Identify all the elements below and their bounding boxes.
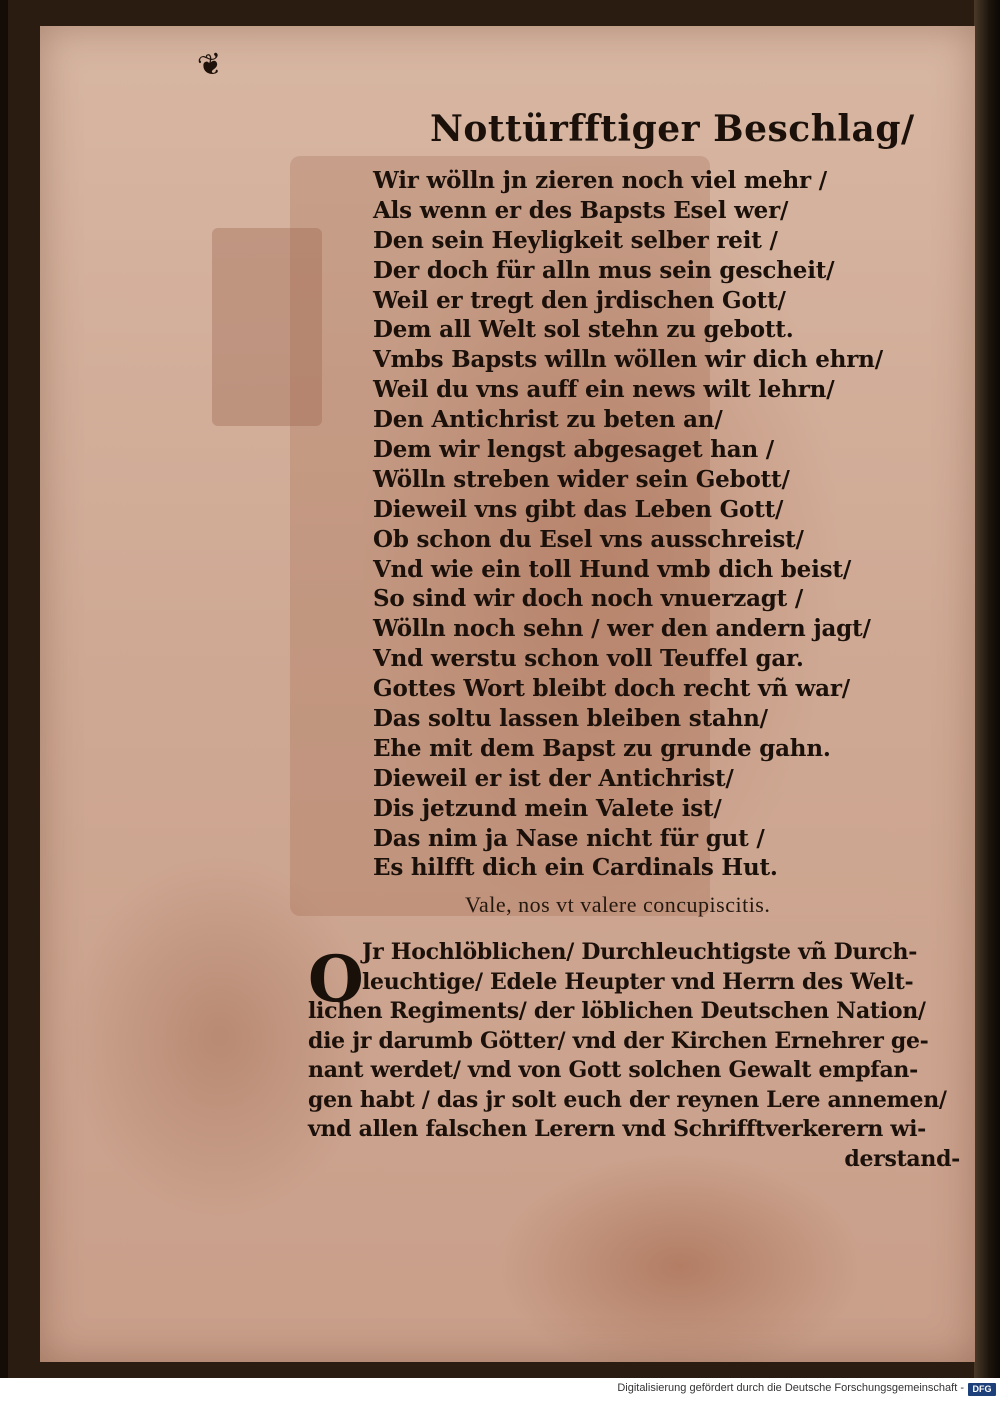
printers-ornament-icon: ❦ <box>194 45 227 86</box>
drop-cap-initial: O <box>308 942 364 1017</box>
running-head: Nottürfftiger Beschlag/ <box>430 108 915 150</box>
verse-block <box>373 166 883 883</box>
verse-line: Es hilfft dich ein Cardinals Hut. <box>373 854 778 882</box>
verse-line: Dieweil er ist der Antichrist/ <box>373 764 734 792</box>
dfg-logo-icon[interactable]: DFG <box>968 1383 996 1396</box>
verse-line: Den Antichrist zu beten an/ <box>373 406 723 434</box>
verse-line: Wölln streben wider sein Gebott/ <box>373 465 790 493</box>
prose-line: vnd allen falschen Lerern vnd Schrifftverkerern wi- <box>308 1116 926 1142</box>
book-page <box>40 26 975 1362</box>
verse-line: Den sein Heyligkeit selber reit / <box>373 226 778 254</box>
prose-line: lichen Regiments/ der löblichen Deutschen Nation/ <box>308 998 926 1024</box>
prose-lines <box>308 938 968 1174</box>
verse-line: Der doch für alln mus sein gescheit/ <box>373 256 835 284</box>
verse-line: So sind wir doch noch vnuerzagt / <box>373 585 804 613</box>
prose-line: nant werdet/ vnd von Gott solchen Gewalt empfan- <box>308 1057 918 1083</box>
verse-line: Wir wölln jn zieren noch viel mehr / <box>373 167 827 194</box>
prose-line: Jr Hochlöblichen/ Durchleuchtigste vñ Durch- <box>362 939 918 965</box>
catchword: derstand- <box>844 1145 960 1172</box>
prose-line: leuchtige/ Edele Heupter vnd Herrn des Welt- <box>362 968 914 995</box>
prose-line: gen habt / das jr solt euch der reynen Lere annemen/ <box>308 1086 947 1113</box>
prose-block <box>308 938 968 1174</box>
funding-credit: Digitalisierung gefördert durch die Deutsche Forschungsgemeinschaft - <box>617 1382 964 1394</box>
verse-line: Weil du vns auff ein news wilt lehrn/ <box>373 376 835 404</box>
left-binding-edge <box>0 0 8 1378</box>
right-book-edge <box>974 0 1000 1378</box>
verse-line: Vmbs Bapsts willn wöllen wir dich ehrn/ <box>373 346 883 374</box>
verse-line: Dis jetzund mein Valete ist/ <box>373 794 722 822</box>
verse-line: Vnd werstu schon voll Teuffel gar. <box>373 645 804 673</box>
verse-line: Vnd wie ein toll Hund vmb dich beist/ <box>373 555 852 583</box>
verse-line: Das nim ja Nase nicht für gut / <box>373 824 765 852</box>
verse-line: Ob schon du Esel vns ausschreist/ <box>373 525 804 553</box>
verse-line: Gottes Wort bleibt doch recht vñ war/ <box>373 675 850 703</box>
verse-line: Dem all Welt sol stehn zu gebott. <box>373 316 794 344</box>
latin-farewell: Vale, nos vt valere concupiscitis. <box>465 892 771 917</box>
digitization-footer <box>0 1378 1000 1401</box>
verse-line: Weil er tregt den jrdischen Gott/ <box>373 286 786 314</box>
verse-line: Ehe mit dem Bapst zu grunde gahn. <box>373 734 831 762</box>
verse-line: Wölln noch sehn / wer den andern jagt/ <box>373 615 871 643</box>
ink-offset-stain-left <box>212 228 322 426</box>
verse-line: Dieweil vns gibt das Leben Gott/ <box>373 495 784 523</box>
verse-line: Das soltu lassen bleiben stahn/ <box>373 705 768 733</box>
prose-line: die jr darumb Götter/ vnd der Kirchen Ernehrer ge- <box>308 1027 929 1054</box>
verse-line: Als wenn er des Bapsts Esel wer/ <box>373 196 789 224</box>
verse-line: Dem wir lengst abgesaget han / <box>373 436 774 464</box>
